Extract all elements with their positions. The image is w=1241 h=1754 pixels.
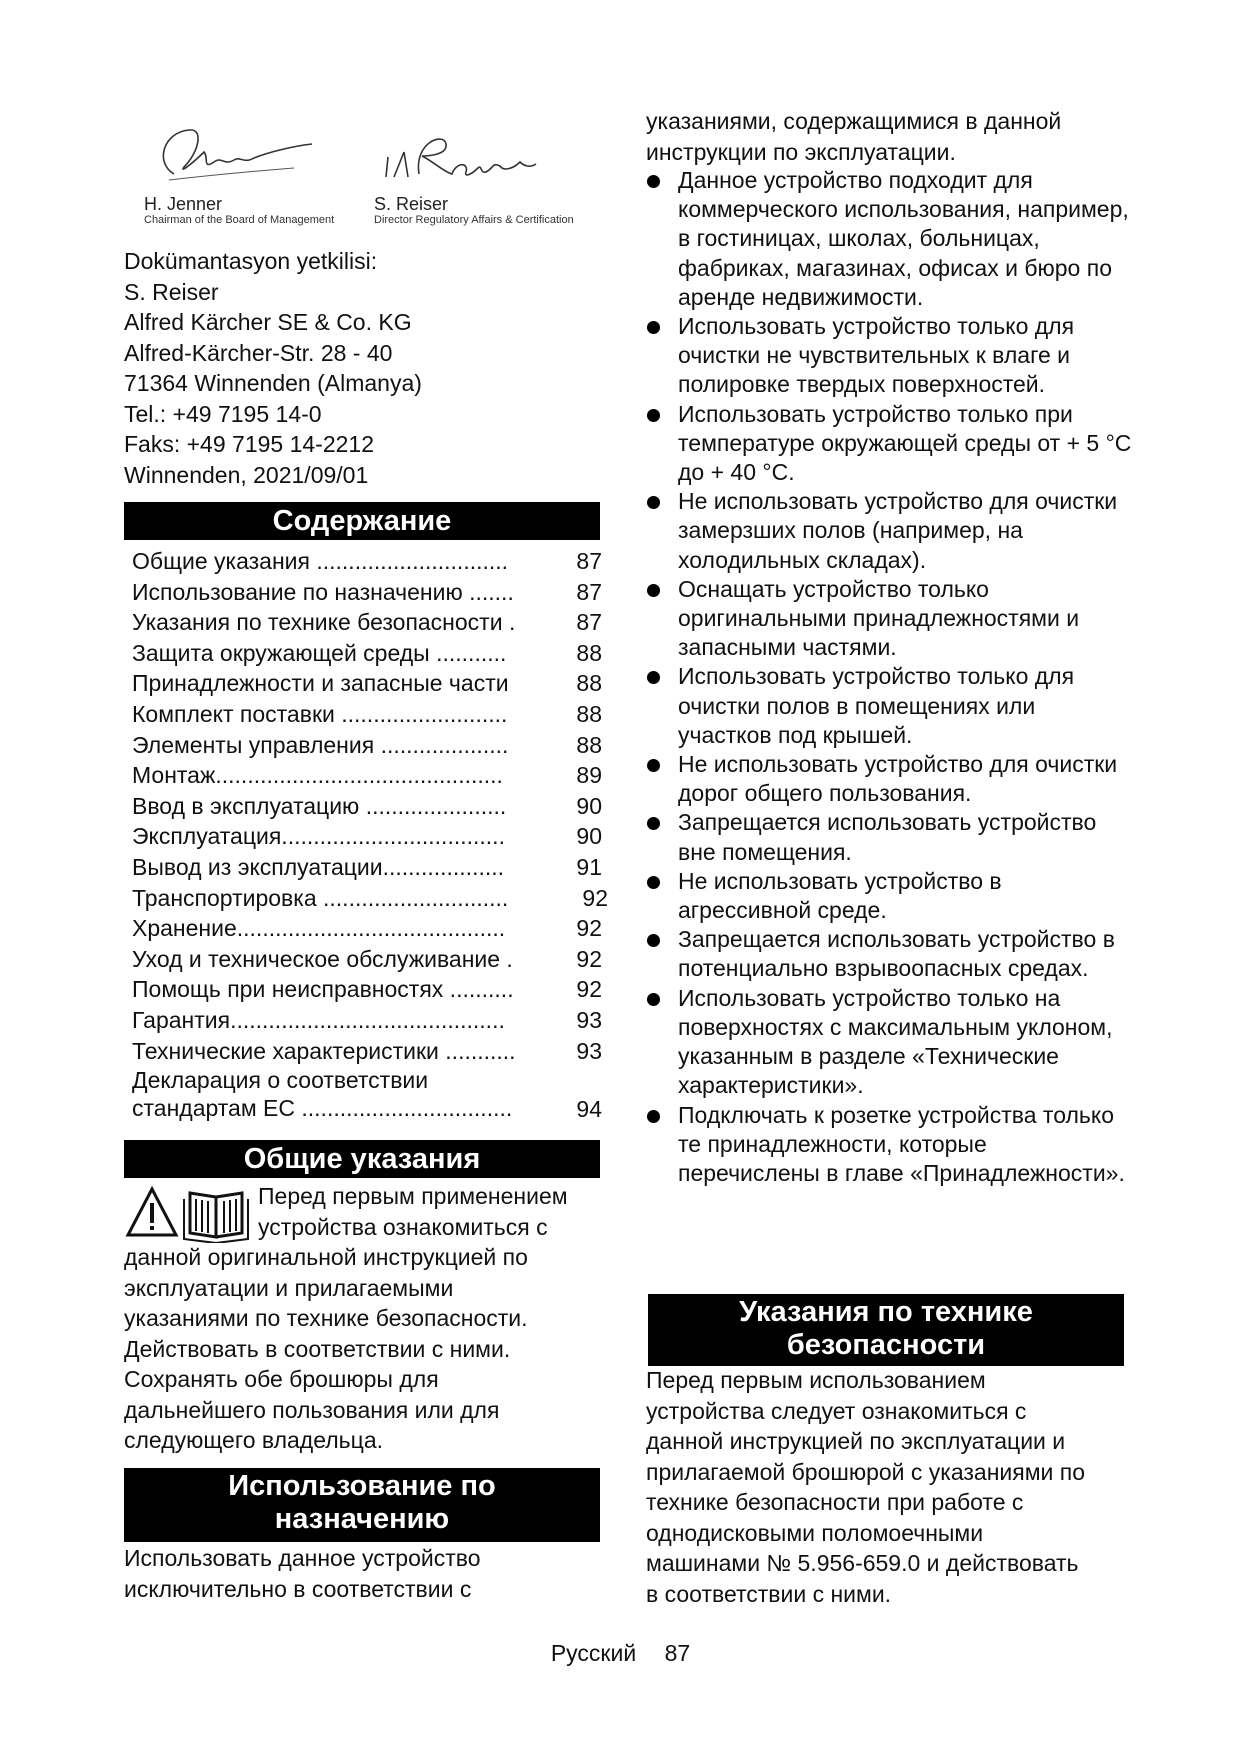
text-line: следующего владельца. bbox=[124, 1427, 384, 1453]
toc-entry-title: Уход и техническое обслуживание . bbox=[132, 945, 513, 972]
page-footer bbox=[0, 1640, 1241, 1667]
toc-entry-title: Эксплуатация................................... bbox=[132, 823, 505, 850]
safety-text bbox=[646, 1365, 1132, 1609]
toc-heading: Содержание bbox=[124, 502, 600, 540]
toc-entry[interactable] bbox=[132, 852, 602, 883]
toc-entry-page: 87 bbox=[576, 578, 602, 605]
bullet-item: Использовать устройство только для очистки полов в помещениях или участков под крышей. bbox=[646, 662, 1132, 750]
toc-entry-page: 92 bbox=[576, 945, 602, 972]
toc-entry-title: Декларация о соответствии стандартам ЕС ................................. bbox=[132, 1067, 513, 1122]
toc-entry[interactable] bbox=[132, 974, 602, 1005]
toc-entry-page: 87 bbox=[576, 548, 602, 574]
toc-entry-title: Гарантия........................................... bbox=[132, 1006, 505, 1033]
bullet-item: Запрещается использовать устройство вне помещения. bbox=[646, 808, 1132, 866]
signature-reiser-image bbox=[374, 122, 554, 194]
text-line: указаниями по технике безопасности. bbox=[124, 1305, 528, 1331]
toc-entry-page: 88 bbox=[576, 639, 602, 666]
toc-entry-title: Принадлежности и запасные части bbox=[132, 670, 509, 697]
address-line: Tel.: +49 7195 14-0 bbox=[124, 400, 322, 427]
text-line: данной оригинальной инструкцией по bbox=[124, 1244, 528, 1270]
text-line: данной инструкцией по эксплуатации и bbox=[646, 1428, 1066, 1454]
toc-entry-title: Технические характеристики ........... bbox=[132, 1037, 516, 1064]
table-of-contents bbox=[132, 546, 608, 1124]
text-line: Действовать в соответствии с ними. bbox=[124, 1335, 511, 1362]
address-line: 71364 Winnenden (Almanya) bbox=[124, 370, 422, 396]
toc-entry[interactable] bbox=[132, 760, 602, 791]
toc-entry[interactable] bbox=[132, 913, 602, 944]
general-heading: Общие указания bbox=[124, 1140, 600, 1178]
address-line: Alfred Kärcher SE & Co. KG bbox=[124, 309, 412, 335]
address-block bbox=[124, 246, 600, 490]
address-line: S. Reiser bbox=[124, 278, 219, 305]
warning-icons bbox=[124, 1185, 254, 1243]
safety-heading bbox=[648, 1294, 1124, 1366]
bullet-item: Подключать к розетке устройства только те принадлежности, которые перечислены в главе «Принадлежности». bbox=[646, 1101, 1132, 1189]
bullet-item: Не использовать устройство для очистки замерзших полов (например, на холодильных складах). bbox=[646, 487, 1132, 575]
text-line: дальнейшего пользования или для bbox=[124, 1396, 500, 1423]
toc-entry-title: Монтаж............................................. bbox=[132, 762, 503, 789]
text-line: эксплуатации и прилагаемыми bbox=[124, 1274, 454, 1301]
text-line: исключительно в соответствии с bbox=[124, 1575, 472, 1602]
footer-page-number: 87 bbox=[664, 1640, 691, 1666]
manual-book-icon bbox=[184, 1193, 248, 1243]
toc-entry-page: 90 bbox=[576, 792, 602, 819]
address-line: Faks: +49 7195 14-2212 bbox=[124, 431, 374, 457]
address-line: Dokümantasyon yetkilisi: bbox=[124, 248, 378, 274]
heading-line: Использование по bbox=[228, 1470, 496, 1502]
text-line: Сохранять обе брошюры для bbox=[124, 1366, 439, 1392]
text-line: устройства следует ознакомиться с bbox=[646, 1397, 1027, 1424]
intended-use-heading bbox=[124, 1468, 600, 1542]
toc-entry[interactable] bbox=[132, 944, 602, 975]
toc-entry-title: Защита окружающей среды ........... bbox=[132, 639, 507, 666]
toc-entry[interactable] bbox=[132, 1066, 602, 1124]
toc-entry-page: 88 bbox=[576, 731, 602, 758]
general-text bbox=[124, 1242, 600, 1456]
toc-entry[interactable] bbox=[132, 607, 602, 638]
toc-entry-title: Вывод из эксплуатации................... bbox=[132, 853, 505, 880]
bullet-item: Оснащать устройство только оригинальными принадлежностями и запасными частями. bbox=[646, 575, 1132, 663]
toc-entry-title: Элементы управления .................... bbox=[132, 731, 509, 758]
text-line: устройства ознакомиться с bbox=[258, 1213, 548, 1240]
toc-entry-page: 92 bbox=[582, 884, 608, 911]
toc-entry-page: 88 bbox=[576, 670, 602, 697]
toc-entry-page: 87 bbox=[576, 609, 602, 636]
text-line: технике безопасности при работе с bbox=[646, 1489, 1024, 1515]
toc-entry-title: Транспортировка ............................. bbox=[132, 884, 509, 911]
bullet-item: Запрещается использовать устройство в потенциально взрывоопасных средах. bbox=[646, 925, 1132, 983]
toc-entry-title: Ввод в эксплуатацию ...................... bbox=[132, 792, 507, 819]
text-line: однодисковыми поломоечными bbox=[646, 1519, 984, 1546]
toc-entry[interactable] bbox=[132, 638, 602, 669]
toc-entry[interactable] bbox=[132, 577, 602, 608]
toc-entry-page: 91 bbox=[576, 853, 602, 880]
text-line: Перед первым использованием bbox=[646, 1367, 986, 1393]
toc-entry[interactable] bbox=[132, 730, 602, 761]
intended-use-continued bbox=[646, 106, 1132, 167]
toc-entry[interactable] bbox=[132, 1036, 602, 1067]
toc-entry-page: 93 bbox=[576, 1006, 602, 1033]
intended-use-bullet-list bbox=[646, 166, 1132, 1188]
toc-entry-title: Указания по технике безопасности . bbox=[132, 609, 516, 636]
address-line: Winnenden, 2021/09/01 bbox=[124, 461, 369, 488]
toc-entry-page: 89 bbox=[576, 762, 602, 789]
text-line: Перед первым применением bbox=[258, 1183, 568, 1209]
footer-language: Русский bbox=[550, 1640, 637, 1666]
toc-entry-title: Хранение.......................................... bbox=[132, 915, 506, 942]
toc-entry[interactable] bbox=[132, 1005, 602, 1036]
signature-jenner-image bbox=[144, 122, 324, 194]
toc-entry-page: 94 bbox=[576, 1096, 602, 1123]
toc-entry[interactable] bbox=[132, 699, 602, 730]
toc-entry-title: Использование по назначению ....... bbox=[132, 578, 514, 605]
text-line: в соответствии с ними. bbox=[646, 1580, 892, 1607]
toc-entry[interactable] bbox=[132, 668, 602, 699]
bullet-item: Использовать устройство только на поверхностях с максимальным уклоном, указанным в разделе «Технические характеристики». bbox=[646, 984, 1132, 1101]
toc-entry-page: 92 bbox=[576, 976, 602, 1003]
toc-entry-title: Комплект поставки .......................... bbox=[132, 700, 508, 727]
general-text-beside-icons bbox=[258, 1181, 608, 1242]
signer-name: H. Jenner bbox=[144, 194, 223, 214]
signature-reiser bbox=[374, 122, 574, 227]
heading-line: назначению bbox=[274, 1503, 450, 1535]
heading-line: Указания по технике bbox=[739, 1296, 1033, 1328]
toc-entry[interactable] bbox=[132, 821, 602, 852]
text-line: инструкции по эксплуатации. bbox=[646, 138, 956, 165]
bullet-item: Не использовать устройство для очистки дорог общего пользования. bbox=[646, 750, 1132, 808]
signature-block bbox=[144, 122, 604, 240]
text-line: указаниями, содержащимися в данной bbox=[646, 108, 1062, 134]
toc-entry-page: 93 bbox=[576, 1037, 602, 1064]
heading-line: безопасности bbox=[786, 1329, 986, 1361]
text-line: Использовать данное устройство bbox=[124, 1545, 481, 1571]
toc-entry-page: 88 bbox=[576, 700, 602, 727]
toc-entry-page: 92 bbox=[576, 915, 602, 942]
toc-entry-title: Общие указания .............................. bbox=[132, 548, 509, 574]
bullet-item: Использовать устройство только для очистки не чувствительных к влаге и полировке твердых поверхностей. bbox=[646, 312, 1132, 400]
signer-title: Director Regulatory Affairs & Certification bbox=[374, 214, 574, 226]
toc-entry[interactable] bbox=[132, 791, 602, 822]
bullet-item: Не использовать устройство в агрессивной среде. bbox=[646, 867, 1132, 925]
warning-triangle-icon bbox=[124, 1185, 254, 1243]
intended-use-text bbox=[124, 1543, 600, 1604]
toc-entry[interactable] bbox=[132, 546, 602, 577]
toc-entry-title: Помощь при неисправностях .......... bbox=[132, 976, 514, 1003]
signer-name: S. Reiser bbox=[374, 194, 449, 214]
bullet-item: Данное устройство подходит для коммерческого использования, например, в гостиницах, школах, больницах, фабриках, магазинах, офисах и бюро по аренде недвижимости. bbox=[646, 166, 1132, 312]
bullet-item: Использовать устройство только при температуре окружающей среды от + 5 °C до + 40 °C. bbox=[646, 400, 1132, 488]
toc-entry[interactable] bbox=[132, 883, 608, 914]
text-line: прилагаемой брошюрой с указаниями по bbox=[646, 1458, 1086, 1485]
text-line: машинами № 5.956-659.0 и действовать bbox=[646, 1550, 1079, 1576]
signer-title: Chairman of the Board of Management bbox=[144, 214, 335, 226]
signature-jenner bbox=[144, 122, 334, 227]
toc-entry-page: 90 bbox=[576, 823, 602, 850]
address-line: Alfred-Kärcher-Str. 28 - 40 bbox=[124, 339, 393, 366]
